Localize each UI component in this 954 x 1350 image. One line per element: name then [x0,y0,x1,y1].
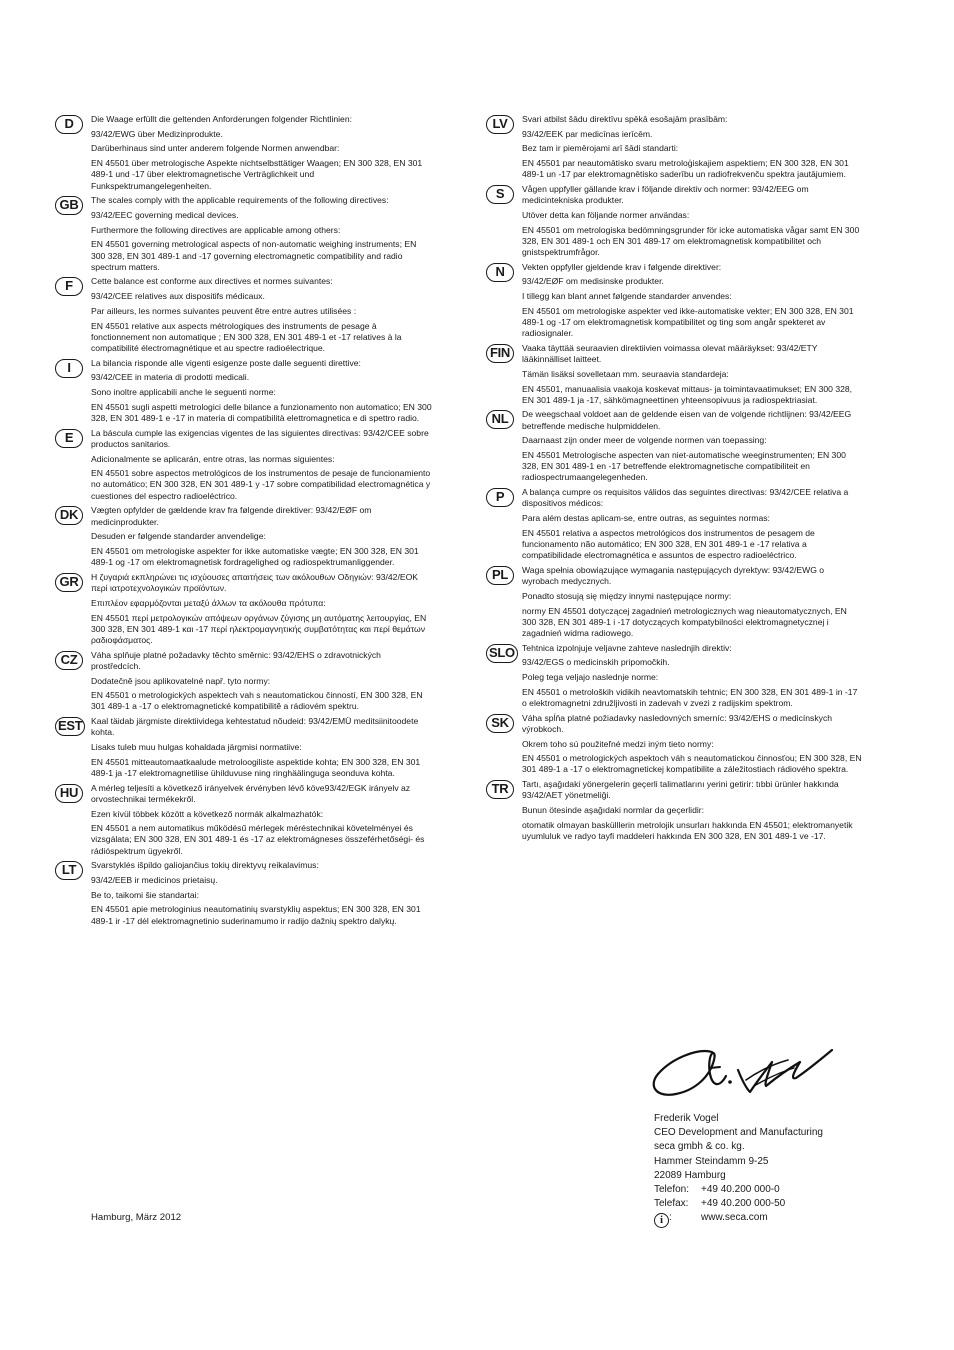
info-icon: i [654,1213,669,1228]
language-badge: GR [55,573,83,592]
declaration-text: EN 45501 o metroloških vidikih neavtomatskih tehtnic; EN 300 328, EN 301 489-1 in -17 o elektromagnetni združljivosti in zadevah v zvezi z radijskim spektrom. [522,686,858,708]
declaration-text: EN 45501 Metrologische aspecten van niet-automatische weeginstrumenten; EN 300 328, EN 301 489-1 en -17 betreffende elektromagnetische compatibiliteit en radiospectrumaangelegenheden. [522,450,846,483]
declaration-f [55,276,433,354]
left-column [55,114,433,930]
company-street: Hammer Steindamm 9-25 [654,1155,769,1167]
declaration-text: Ponadto stosują się między innymi następujące normy: [522,590,732,601]
declaration-i [55,358,433,425]
language-badge: F [55,277,83,296]
declaration-est [55,716,433,779]
language-badge: GB [55,196,83,215]
language-badge: P [486,488,514,507]
declaration-text: De weegschaal voldoet aan de geldende eisen van de volgende richtlijnen: 93/42/EEG betreffende medische hulpmiddelen. [522,409,852,431]
signatory-title: CEO Development and Manufacturing [654,1127,823,1139]
declaration-text: Vågen uppfyller gällande krav i följande direktiv och normer: 93/42/EEG om medicintekniska produkter. [522,184,809,206]
declaration-text: Okrem toho sú použiteľné medzi iným tieto normy: [522,738,714,749]
declaration-text: La báscula cumple las exigencias vigentes de las siguientes directivas: 93/42/CEE sobre productos sanitarios. [91,427,429,449]
language-badge: HU [55,784,83,803]
language-badge: E [55,429,83,448]
declaration-n [486,262,862,340]
language-badge: FIN [486,344,514,363]
declaration-text: 93/42/EGS o medicinskih pripomočkih. [522,657,670,668]
declaration-text: EN 45501 o metrologických aspektoch váh s neautomatickou činnosťou; EN 300 328, EN 301 489-1 a -17 o elektromagnetickej kompatibilite a záležitostiach rádiového spektra. [522,753,862,775]
language-badge: SLO [486,644,518,663]
right-column [486,114,862,846]
declaration-text: EN 45501, manuaalisia vaakoja koskevat mittaus- ja toimintavaatimukset; EN 300 328, EN 301 489-1 ja -17, sähkömagneettinen yhteensopivuus ja radiospektriasiat. [522,383,853,405]
declaration-cz [55,650,433,713]
declaration-text: Επιπλέον εφαρμόζονται μεταξύ άλλων τα ακόλουθα πρότυπα: [91,597,326,608]
language-badge: PL [486,566,514,585]
declaration-text: Vekten oppfyller gjeldende krav i følgende direktiver: [522,261,722,272]
declaration-e [55,428,433,502]
declaration-text: Be to, taikomi šie standartai: [91,889,199,900]
declaration-sk [486,713,862,776]
declaration-text: 93/42/EWG über Medizinprodukte. [91,128,223,139]
declaration-text: Utöver detta kan följande normer användas: [522,209,690,220]
signatory-name: Frederik Vogel [654,1113,719,1124]
declaration-text: EN 45501 par neautomātisko svaru metroloģiskajiem aspektiem; EN 300 328, EN 301 489-1 un -17 par elektromagnētisko saderību un radiofrekvenču spektra jautājumiem. [522,158,849,180]
declaration-text: Tehtnica izpolnjuje veljavne zahteve naslednjih direktiv: [522,642,732,653]
declaration-text: EN 45501 relative aux aspects métrologiques des instruments de pesage à fonctionnement non automatique ; EN 300 328, EN 301 489-1 et -17 relatives à la compatibilité électromagnétique et au spectre radioélectrique. [91,320,402,353]
declaration-s [486,184,862,258]
declaration-text: Tämän lisäksi sovelletaan mm. seuraavia standardeja: [522,368,729,379]
signature-block [654,1112,874,1228]
declaration-text: Adicionalmente se aplicarán, entre otras, las normas siguientes: [91,453,335,464]
declaration-text: EN 45501 sugli aspetti metrologici delle bilance a funzionamento non automatico; EN 300 328, EN 301 489-1 e -17 in materia di compatibilità elettromagnetica e di spettro radio. [91,401,432,423]
language-badge: N [486,263,514,282]
declaration-gr [55,572,433,646]
declaration-text: A balança cumpre os requisitos válidos das seguintes directivas: 93/42/CEE relativa a dispositivos médicos: [522,487,849,509]
declaration-dk [55,505,433,568]
declaration-p [486,487,862,561]
declaration-text: otomatik olmayan baskülllerin metrolojik unsurları hakkında EN 45501; elektromanyetik uyumluluk ve radyo tayfi maddeleri hakkında EN 300 328, EN 301 489-1 ve -17. [522,819,853,841]
declaration-text: Svarstyklės išpildo galiojančius tokių direktyvų reikalavimus: [91,860,319,871]
declaration-text: EN 45501 sobre aspectos metrológicos de los instrumentos de pesaje de funcionamiento no automático; EN 300 328, EN 301 489-1 y -17 sobre compatibilidad electromagnética y cuestiones del espectro radioeléctrico. [91,468,431,501]
declaration-lt [55,860,433,927]
declaration-text: Poleg tega veljajo naslednje norme: [522,672,659,683]
declaration-text: Bunun ötesinde aşağıdaki normlar da geçerlidir: [522,805,705,816]
declaration-text: Váha splňuje platné požadavky těchto směrnic: 93/42/EHS o zdravotnických prostředcích. [91,649,381,671]
declaration-text: Váha spĺňa platné požiadavky nasledovných smerníc: 93/42/EHS o medicínskych výrobkoch. [522,712,833,734]
declaration-text: Para além destas aplicam-se, entre outras, as seguintes normas: [522,513,770,524]
declaration-text: EN 45501 relativa a aspectos metrológicos dos instrumentos de pesagem de funcionamento não automático; EN 300 328, EN 301 489-1 e -17 relativa a compatibilidade electromagnética e assuntos de espectro radioeléctrico. [522,527,815,561]
declaration-text: EN 45501 apie metrologinius neautomatinių svarstyklių aspektus; EN 300 328, EN 301 489-1 ir -17 dėl elektromagnetinio suderinamumo ir radijo dažnių spektro dalykų. [91,904,421,926]
language-badge: NL [486,410,514,429]
declaration-text: Waga spełnia obowiązujące wymagania następujących dyrektyw: 93/42/EWG o wyrobach medycznych. [522,564,825,587]
web-separator: : [669,1212,672,1224]
language-badge: LV [486,115,514,134]
declaration-text: Die Waage erfüllt die geltenden Anforderungen folgender Richtlinien: [91,114,353,124]
language-badge: LT [55,861,83,880]
language-badge: S [486,185,514,204]
language-badge: SK [486,714,514,733]
company-name: seca gmbh & co. kg. [654,1141,745,1153]
declaration-text: Lisaks tuleb muu hulgas kohaldada järgmisi normatiive: [91,742,302,753]
declaration-text: Sono inoltre applicabili anche le seguenti norme: [91,387,276,398]
language-badge: DK [55,506,83,525]
phone-label: Telefon: [654,1184,690,1196]
language-badge: D [55,115,83,134]
declaration-text: Desuden er følgende standarder anvendelige: [91,531,266,542]
declaration-text: Daarnaast zijn onder meer de volgende normen van toepassing: [522,435,767,446]
declaration-text: La bilancia risponde alle vigenti esigenze poste dalle seguenti direttive: [91,357,361,368]
declaration-text: EN 45501 a nem automatikus működésű mérlegek méréstechnikai követelményei és vizsgálata; EN 300 328, EN 301 489-1 és -17 az elektromágneses összeférhetőségi- és rádióspektrum ügyekről. [91,823,425,856]
declaration-text: Svari atbilst šādu direktīvu spēkā esošajām prasībām: [522,114,728,124]
declaration-text: Bez tam ir piemērojami arī šādi standarti: [522,143,679,154]
language-badge: TR [486,780,514,799]
declaration-tr [486,779,862,842]
declaration-fin [486,343,862,406]
declaration-text: 93/42/CEE relatives aux dispositifs médicaux. [91,291,265,302]
declaration-lv [486,114,862,181]
fax-label: Telefax: [654,1198,689,1210]
declaration-gb [55,195,433,273]
declaration-text: 93/42/EEB ir medicinos prietaisų. [91,875,218,886]
declaration-text: Par ailleurs, les normes suivantes peuvent être entre autres utilisées : [91,305,357,316]
website: www.seca.com [701,1212,768,1224]
declaration-text: EN 45501 om metrologiske aspekter for ikke automatiske vægte; EN 300 328, EN 301 489-1 og -17 om elektromagnetisk fordragelighed og radiospektrumanliggender. [91,546,419,568]
declaration-hu [55,783,433,857]
declaration-slo [486,643,862,710]
language-badge: I [55,359,83,378]
declaration-d [55,114,433,192]
web-line [654,1211,874,1228]
declaration-text: A mérleg teljesíti a következő irányelvek érvényben lévő köve93/42/EGK irányelv az orvostechnikai termékekről. [91,782,411,804]
language-badge: EST [55,717,85,736]
declaration-text: Furthermore the following directives are applicable among others: [91,224,341,235]
declaration-text: Tartı, aşağıdaki yönergelerin geçerli talimatlarını yerini getirir: tıbbi ürünler hakkında 93/42/AET yönetmeliği. [522,779,839,801]
declaration-text: Darüberhinaus sind unter anderem folgende Normen anwendbar: [91,143,340,154]
language-badge: CZ [55,651,83,670]
declaration-text: EN 45501 om metrologiske aspekter ved ikke-automatiske vekter; EN 300 328, EN 301 489-1 og -17 om elektromagnetisk kompatibilitet og ting som angår spekteret av radiosignaler. [522,305,854,339]
declaration-pl [486,565,862,639]
declaration-text: 93/42/CEE in materia di prodotti medicali. [91,372,250,383]
declaration-text: I tillegg kan blant annet følgende standarder anvendes: [522,291,732,302]
declaration-text: Vaaka täyttää seuraavien direktiivien voimassa olevat määräykset: 93/42/ETY lääkinnälliset laitteet. [522,342,818,365]
signature-image [650,1040,835,1110]
phone-line [654,1183,874,1197]
declaration-text: Vægten opfylder de gældende krav fra følgende direktiver: 93/42/EØF om medicinprodukter. [91,505,372,527]
declaration-text: EN 45501 mitteautomaatkaalude metroloogiliste aspektide kohta; EN 300 328, EN 301 489-1 ja -17 elektromagnetilise ühilduvuse ning ringhäälinguga seonduva kohta. [91,756,421,778]
declaration-text: Ezen kívül többek között a következő normák alkalmazhatók: [91,808,324,819]
declaration-text: normy EN 45501 dotyczącej zagadnień metrologicznych wag nieautomatycznych, EN 300 328, EN 301 489-1 i -17 dotyczących kompatybilności elektromagnetycznej i zagadnień widma radiowego. [522,605,847,638]
declaration-text: Cette balance est conforme aux directives et normes suivantes: [91,276,333,287]
fax-line [654,1197,874,1211]
declaration-text: EN 45501 o metrologických aspektech vah s neautomatickou činností, EN 300 328, EN 301 489-1 a -17 o elektromagnetické kompatibilitě a rádiovém spektru. [91,690,423,712]
declaration-text: EN 45501 über metrologische Aspekte nichtselbsttätiger Waagen; EN 300 328, EN 301 489-1 und -17 über elektromagnetische Verträglichkeit und Funkspektrumangelegenheiten. [91,158,423,191]
declaration-nl [486,409,862,483]
company-city: 22089 Hamburg [654,1169,726,1181]
declaration-text: The scales comply with the applicable requirements of the following directives: [91,195,389,206]
place-date: Hamburg, März 2012 [91,1212,182,1223]
fax-number: +49 40.200 000-50 [701,1198,786,1210]
declaration-text: EN 45501 governing metrological aspects of non-automatic weighing instruments; EN 300 328, EN 301 489-1 and -17 governing electromagnetic compatibility and radio spectrum matters. [91,239,417,272]
declaration-text: 93/42/EEC governing medical devices. [91,209,239,220]
declaration-text: Η ζυγαριά εκπληρώνει τις ισχύουσες απαιτήσεις των ακόλουθων Οδηγιών: 93/42/ΕΟΚ περί ιατροτεχνολογικών προϊόντων. [91,571,418,594]
declaration-text: Dodatečně jsou aplikovatelné např. tyto normy: [91,675,271,686]
declaration-text: 93/42/EEK par medicīnas ierīcēm. [522,128,653,139]
declaration-text: EN 45501 om metrologiska bedömningsgrunder för icke automatiska vågar samt EN 300 328, EN 301 489-1 och EN 301 489-17 om elektromagnetisk kompatibilitet och gnistspektrumfrågor. [522,224,860,258]
declaration-text: 93/42/EØF om medisinske produkter. [522,276,664,287]
declaration-text: EN 45501 περί μετρολογικών απόψεων οργάνων ζύγισης μη αυτόματης λειτουργίας, EN 300 328, EN 301 489-1 και -17 περί ηλεκτρομαγνητικής συμβατότητας και περί θεμάτων ραδιοφάσματος. [91,612,427,645]
declaration-text: Kaal täidab järgmiste direktiividega kehtestatud nõudeid: 93/42/EMÜ meditsiinitoodete kohta. [91,716,419,738]
phone-number: +49 40.200 000-0 [701,1184,780,1196]
